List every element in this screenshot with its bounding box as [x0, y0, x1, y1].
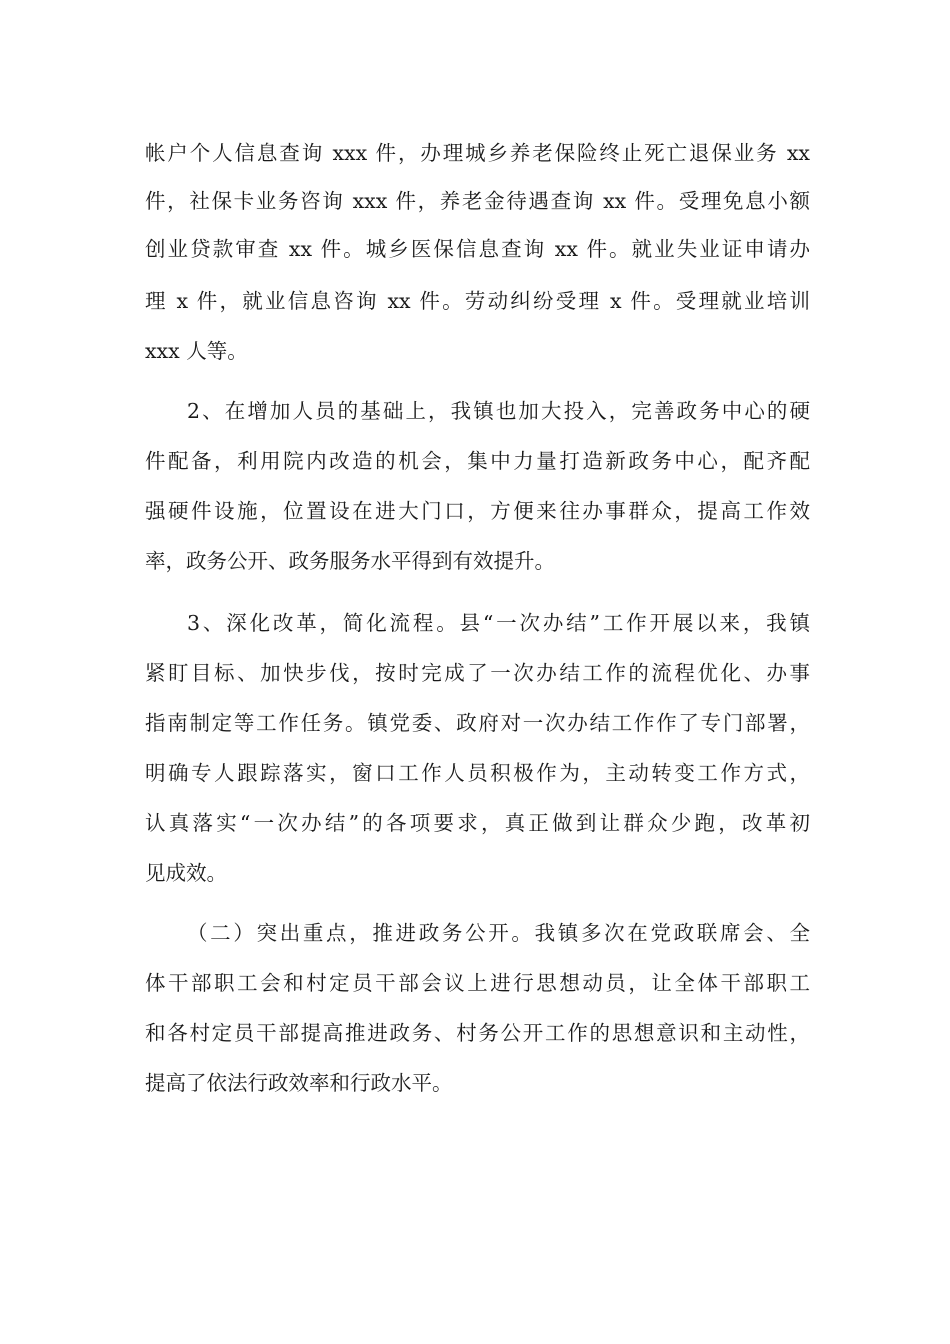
- paragraph-1-line-1: 帐户个人信息查询 xxx 件，办理城乡养老保险终止死亡退保业务 xx: [145, 141, 810, 165]
- paragraph-1-line-2: 件，社保卡业务咨询 xxx 件，养老金待遇查询 xx 件。受理免息小额: [145, 189, 810, 213]
- paragraph-1-line-3: 创业贷款审查 xx 件。城乡医保信息查询 xx 件。就业失业证申请办: [145, 237, 810, 261]
- paragraph-2-line-3: 强硬件设施，位置设在进大门口，方便来往办事群众，提高工作效: [145, 499, 810, 523]
- paragraph-2-line-2: 件配备，利用院内改造的机会，集中力量打造新政务中心，配齐配: [145, 449, 810, 473]
- paragraph-4-line-1: （二）突出重点，推进政务公开。我镇多次在党政联席会、全: [187, 921, 810, 945]
- paragraph-3-line-1: 3、深化改革，简化流程。县“一次办结”工作开展以来，我镇: [187, 611, 810, 635]
- paragraph-4-line-4: 提高了依法行政效率和行政水平。: [145, 1071, 453, 1095]
- paragraph-3-line-4: 明确专人跟踪落实，窗口工作人员积极作为，主动转变工作方式，: [145, 761, 810, 785]
- paragraph-2-line-4: 率，政务公开、政务服务水平得到有效提升。: [145, 549, 555, 573]
- paragraph-3-line-6: 见成效。: [145, 861, 227, 885]
- paragraph-1-line-5: xxx 人等。: [145, 339, 248, 363]
- paragraph-2-line-1: 2、在增加人员的基础上，我镇也加大投入，完善政务中心的硬: [187, 399, 810, 423]
- paragraph-4-line-2: 体干部职工会和村定员干部会议上进行思想动员，让全体干部职工: [145, 971, 810, 995]
- paragraph-3-line-5: 认真落实“一次办结”的各项要求，真正做到让群众少跑，改革初: [145, 811, 810, 835]
- paragraph-1-line-4: 理 x 件，就业信息咨询 xx 件。劳动纠纷受理 x 件。受理就业培训: [145, 289, 810, 313]
- paragraph-3-line-2: 紧盯目标、加快步伐，按时完成了一次办结工作的流程优化、办事: [145, 661, 810, 685]
- paragraph-3-line-3: 指南制定等工作任务。镇党委、政府对一次办结工作作了专门部署，: [145, 711, 810, 735]
- paragraph-4-line-3: 和各村定员干部提高推进政务、村务公开工作的思想意识和主动性，: [145, 1021, 810, 1045]
